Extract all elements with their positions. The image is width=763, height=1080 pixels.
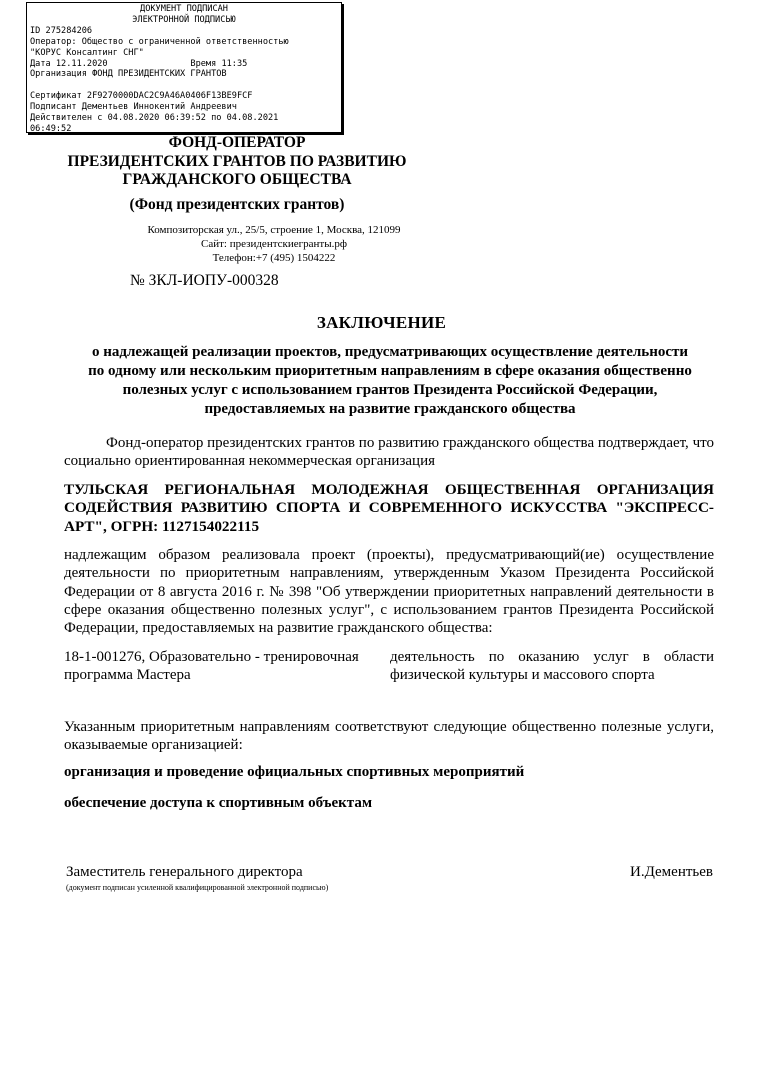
stamp-line2: ЭЛЕКТРОННОЙ ПОДПИСЬЮ (132, 14, 236, 25)
organization-name: ТУЛЬСКАЯ РЕГИОНАЛЬНАЯ МОЛОДЕЖНАЯ ОБЩЕСТВЕННАЯ ОРГАНИЗАЦИЯ СОДЕЙСТВИЯ РАЗВИТИЮ СПОРТА И СОВРЕМЕННОГО ИСКУССТВА "ЭКСПРЕСС-АРТ", ОГРН: 1127154022115 (64, 481, 714, 535)
document-subtitle (60, 343, 720, 419)
org-address: Композиторская ул., 25/5, строение 1, Москва, 121099 (147, 224, 401, 236)
signer-name: И.Дементьев (630, 864, 713, 880)
stamp-line1: ДОКУМЕНТ ПОДПИСАН (140, 4, 228, 14)
org-phone: Телефон:+7 (495) 1504222 (212, 252, 336, 265)
stamp-certificate: Сертификат 2F9270000DAC2C9A46A0406F13BE9FCF (30, 91, 253, 102)
org-heading (40, 134, 434, 190)
org-heading-line1: ФОНД-ОПЕРАТОР (168, 134, 306, 151)
service-item: обеспечение доступа к спортивным объектам (64, 795, 373, 811)
project-name: 18-1-001276, Образовательно - тренировочная программа Мастера (64, 649, 359, 684)
org-heading-line2: ПРЕЗИДЕНТСКИХ ГРАНТОВ ПО РАЗВИТИЮ (67, 152, 407, 170)
org-short-name: (Фонд президентских грантов) (129, 196, 345, 213)
subtitle-line1: о надлежащей реализации проектов, предусматривающих осуществление деятельности (91, 344, 689, 360)
subtitle-line3: полезных услуг с использованием грантов Президента Российской Федерации, (122, 382, 658, 398)
stamp-date-time (30, 59, 338, 70)
subtitle-line4: предоставляемых на развитие гражданского общества (204, 401, 576, 417)
signer-position: Заместитель генерального директора (66, 864, 303, 880)
stamp-operator: Оператор: Общество с ограниченной ответственностью (30, 36, 289, 47)
electronic-signature-stamp (26, 2, 342, 133)
stamp-operator-name: "КОРУС Консалтинг СНГ" (30, 47, 144, 58)
signature-note: (документ подписан усиленной квалифицированной электронной подписью) (66, 883, 329, 892)
service-item: организация и проведение официальных спортивных мероприятий (64, 764, 525, 780)
org-heading-line3: ГРАЖДАНСКОГО ОБЩЕСТВА (122, 171, 352, 189)
intro-paragraph: Фонд-оператор президентских грантов по развитию гражданского общества подтверждает, что социально ориентированная некоммерческая организация (64, 435, 714, 470)
stamp-organization: Организация ФОНД ПРЕЗИДЕНТСКИХ ГРАНТОВ (30, 69, 227, 80)
stamp-time: Время 11:35 (190, 58, 248, 69)
stamp-validity: Действителен с 04.08.2020 06:39:52 по 04.08.2021 (30, 113, 279, 124)
org-site: Сайт: президентскиегранты.рф (200, 238, 347, 251)
stamp-date: Дата 12.11.2020 (30, 58, 108, 69)
stamp-id: ID 275284206 (30, 25, 93, 36)
body-paragraph-1: надлежащим образом реализовала проект (проекты), предусматривающий(ие) осуществление деятельности по приоритетным направлениям, утвержденным Указом Президента Российской Федерации от 8 августа 2016 г. № 398 "Об утверждении приоритетных направлений деятельности в сфере оказания общественно полезных услуг", с использованием грантов Президента Российской Федерации, предоставляемых на развитие гражданского общества: (64, 547, 714, 637)
document-number: № ЗКЛ-ИОПУ-000328 (130, 272, 279, 289)
project-direction: деятельность по оказанию услуг в области физической культуры и массового спорта (390, 649, 714, 684)
stamp-signer: Подписант Дементьев Иннокентий Андреевич (30, 102, 237, 113)
stamp-validity-end: 06:49:52 (30, 123, 72, 134)
body-paragraph-2: Указанным приоритетным направлениям соответствуют следующие общественно полезные услуги, оказываемые организацией: (64, 719, 714, 754)
document-title: ЗАКЛЮЧЕНИЕ (316, 313, 447, 332)
org-contacts (40, 223, 508, 266)
subtitle-line2: по одному или нескольким приоритетным направлениям в сфере оказания общественно (88, 363, 692, 379)
